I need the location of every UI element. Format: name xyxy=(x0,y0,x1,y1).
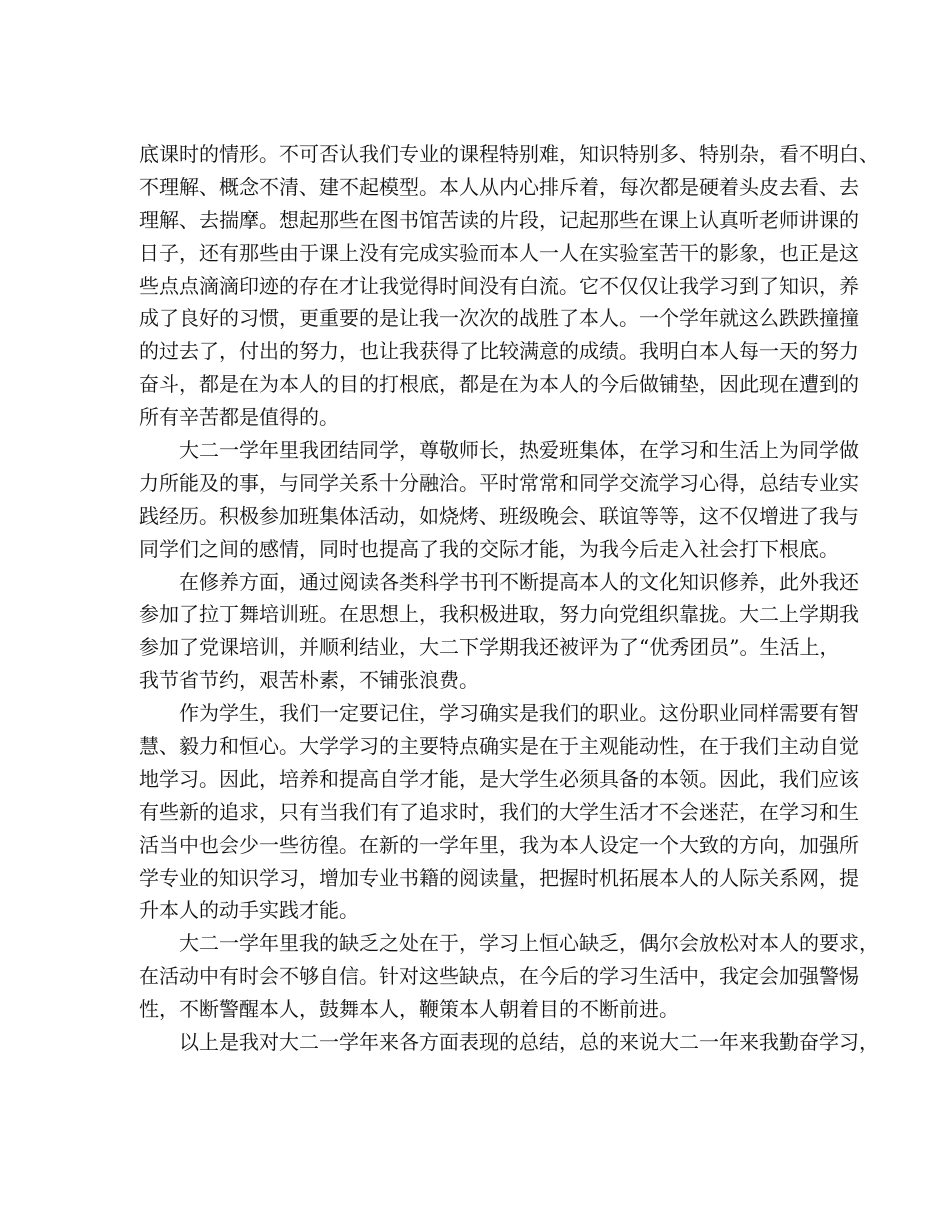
text-line: 大二一学年里我的缺乏之处在于，学习上恒心缺乏，偶尔会放松对本人的要求， xyxy=(179,931,879,956)
text-line: 力所能及的事，与同学关系十分融洽。平时常常和同学交流学习心得，总结专业实 xyxy=(139,470,859,495)
text-line: 参加了拉丁舞培训班。在思想上，我积极进取，努力向党组织靠拢。大二上学期我 xyxy=(139,602,859,627)
text-line: 我节省节约，艰苦朴素，不铺张浪费。 xyxy=(139,668,479,693)
text-line: 践经历。积极参加班集体活动，如烧烤、班级晚会、联谊等等，这不仅增进了我与 xyxy=(139,503,859,528)
text-line: 成了良好的习惯，更重要的是让我一次次的战胜了本人。一个学年就这么跌跌撞撞 xyxy=(139,306,859,331)
text-line: 所有辛苦都是值得的。 xyxy=(139,405,339,430)
text-line: 慧、毅力和恒心。大学学习的主要特点确实是在于主观能动性，在于我们主动自觉 xyxy=(139,734,859,759)
text-line: 些点点滴滴印迹的存在才让我觉得时间没有白流。它不仅仅让我学习到了知识，养 xyxy=(139,273,859,298)
text-line: 作为学生，我们一定要记住，学习确实是我们的职业。这份职业同样需要有智 xyxy=(179,701,859,726)
paragraph xyxy=(139,566,859,698)
text-line: 底课时的情形。不可否认我们专业的课程特别难，知识特别多、特别杂，看不明白、 xyxy=(139,142,879,166)
text-line: 地学习。因此，培养和提高自学才能，是大学生必须具备的本领。因此，我们应该 xyxy=(139,766,859,791)
text-line: 活当中也会少一些彷徨。在新的一学年里，我为本人设定一个大致的方向，加强所 xyxy=(139,832,859,857)
paragraph xyxy=(139,434,859,566)
paragraph xyxy=(139,138,879,434)
text-line: 有些新的追求，只有当我们有了追求时，我们的大学生活才不会迷茫，在学习和生 xyxy=(139,799,859,824)
document-body xyxy=(139,138,879,1059)
paragraph xyxy=(139,697,859,927)
text-line: 学专业的知识学习，增加专业书籍的阅读量，把握时机拓展本人的人际关系网，提 xyxy=(139,865,859,890)
text-line: 参加了党课培训，并顺利结业，大二下学期我还被评为了“优秀团员”。生活上， xyxy=(139,635,840,660)
text-line: 以上是我对大二一学年来各方面表现的总结，总的来说大二一年来我勤奋学习， xyxy=(179,1030,879,1055)
text-line: 理解、去揣摩。想起那些在图书馆苦读的片段，记起那些在课上认真听老师讲课的 xyxy=(139,207,859,232)
text-line: 在活动中有时会不够自信。针对这些缺点，在今后的学习生活中，我定会加强警惕 xyxy=(139,964,859,989)
text-line: 的过去了，付出的努力，也让我获得了比较满意的成绩。我明白本人每一天的努力 xyxy=(139,339,859,364)
text-line: 同学们之间的感情，同时也提高了我的交际才能，为我今后走入社会打下根底。 xyxy=(139,536,839,561)
text-line: 大二一学年里我团结同学，尊敬师长，热爱班集体，在学习和生活上为同学做 xyxy=(179,438,859,463)
paragraph xyxy=(139,1026,879,1059)
text-line: 升本人的动手实践才能。 xyxy=(139,898,359,923)
text-line: 不理解、概念不清、建不起模型。本人从内心排斥着，每次都是硬着头皮去看、去 xyxy=(139,174,859,199)
text-line: 在修养方面，通过阅读各类科学书刊不断提高本人的文化知识修养，此外我还 xyxy=(179,569,859,594)
text-line: 性，不断警醒本人，鼓舞本人，鞭策本人朝着目的不断前进。 xyxy=(139,997,679,1022)
text-line: 奋斗，都是在为本人的目的打根底，都是在为本人的今后做铺垫，因此现在遭到的 xyxy=(139,372,859,397)
text-line: 日子，还有那些由于课上没有完成实验而本人一人在实验室苦干的影象，也正是这 xyxy=(139,240,859,265)
paragraph xyxy=(139,927,879,1026)
